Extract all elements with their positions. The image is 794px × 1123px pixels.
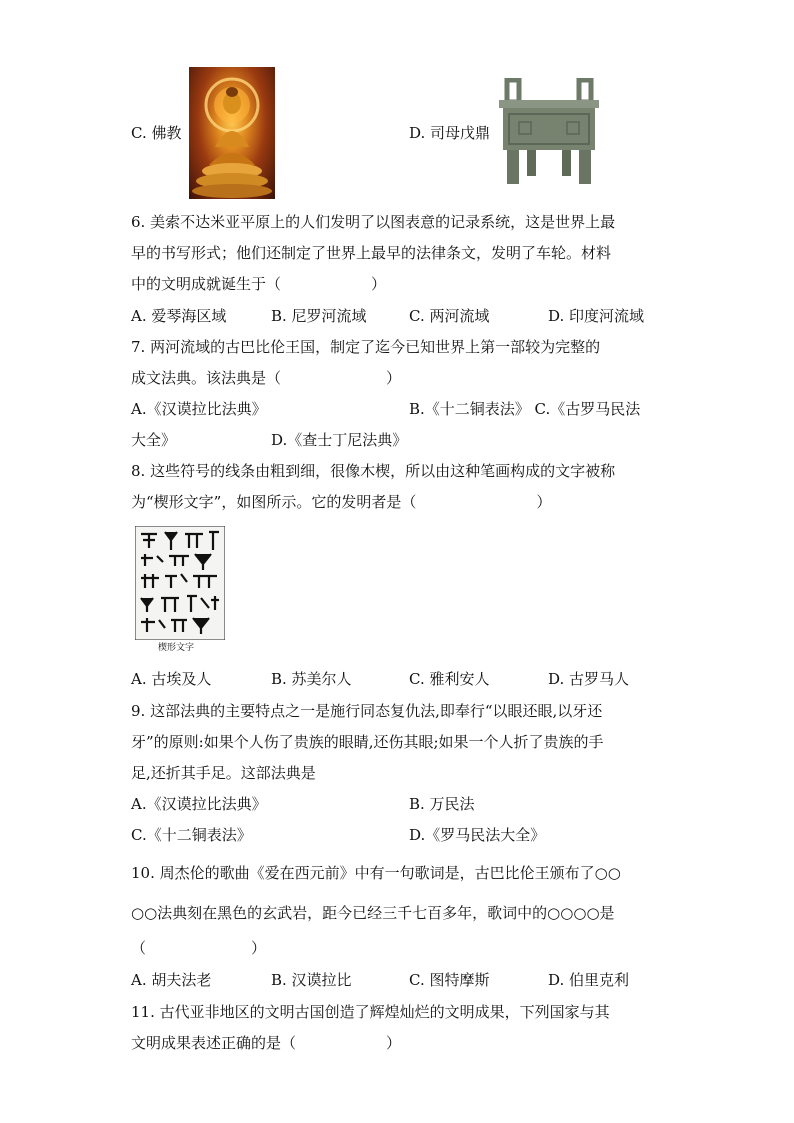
cuneiform-caption: 楔形文字 [158,643,195,653]
q10-stem-line-1: 10. 周杰伦的歌曲《爱在西元前》中有一句歌词是，古巴比伦王颁布了○○ [131,864,621,882]
q6-stem-line-2: 早的书写形式；他们还制定了世界上最早的法律条文，发明了车轮。材料 [131,244,612,262]
q9-stem-line-3: 足,还折其手足。这部法典是 [131,764,316,782]
q6-option-b: B. 尼罗河流域 [271,307,367,325]
q7-option-a: A.《汉谟拉比法典》 [131,400,267,418]
q10-option-c: C. 图特摩斯 [409,971,490,989]
q10-stem-line-2: ○○法典刻在黑色的玄武岩，距今已经三千七百多年，歌词中的○○○○是 [131,904,615,922]
cuneiform-tablet-image [135,526,225,640]
q9-option-a: A.《汉谟拉比法典》 [131,795,267,813]
q5-option-c: C. 佛教 [131,124,182,142]
q6-option-d: D. 印度河流域 [548,307,645,325]
q10-option-d: D. 伯里克利 [548,971,630,989]
q8-stem-line-1: 8. 这些符号的线条由粗到细，很像木楔，所以由这种笔画构成的文字被称 [131,462,616,480]
ding-vessel-image [499,78,599,188]
q7-option-d: D.《查士丁尼法典》 [271,431,408,449]
q8-option-a: A. 古埃及人 [131,670,212,688]
q10-stem-line-3: （ ） [131,939,267,957]
q7-stem-line-2: 成文法典。该法典是（ ） [131,369,402,387]
q9-stem-line-1: 9. 这部法典的主要特点之一是施行同态复仇法,即奉行“以眼还眼,以牙还 [131,702,603,720]
buddha-image [189,67,275,199]
q8-option-d: D. 古罗马人 [548,670,630,688]
q9-option-b: B. 万民法 [409,795,475,813]
q6-option-a: A. 爱琴海区域 [131,307,227,325]
q5-option-d: D. 司母戊鼎 [409,124,491,142]
q8-option-b: B. 苏美尔人 [271,670,352,688]
q10-option-a: A. 胡夫法老 [131,971,212,989]
q6-stem-line-3: 中的文明成就诞生于（ ） [131,275,387,293]
q11-stem-line-2: 文明成果表述正确的是（ ） [131,1034,402,1052]
q9-option-c: C.《十二铜表法》 [131,826,252,844]
q9-stem-line-2: 牙”的原则:如果个人伤了贵族的眼睛,还伤其眼;如果一个人折了贵族的手 [131,733,604,751]
q6-stem-line-1: 6. 美索不达米亚平原上的人们发明了以图表意的记录系统，这是世界上最 [131,213,616,231]
q7-option-c-continued: 大全》 [131,431,177,449]
q6-option-c: C. 两河流域 [409,307,490,325]
q11-stem-line-1: 11. 古代亚非地区的文明古国创造了辉煌灿烂的文明成果，下列国家与其 [131,1003,610,1021]
q8-option-c: C. 雅利安人 [409,670,490,688]
q8-stem-line-2: 为“楔形文字”，如图所示。它的发明者是（ ） [131,493,552,511]
q7-stem-line-1: 7. 两河流域的古巴比伦王国，制定了迄今已知世界上第一部较为完整的 [131,338,601,356]
q9-option-d: D.《罗马民法大全》 [409,826,546,844]
q7-option-b-c: B.《十二铜表法》 C.《古罗马民法 [409,400,641,418]
q10-option-b: B. 汉谟拉比 [271,971,352,989]
